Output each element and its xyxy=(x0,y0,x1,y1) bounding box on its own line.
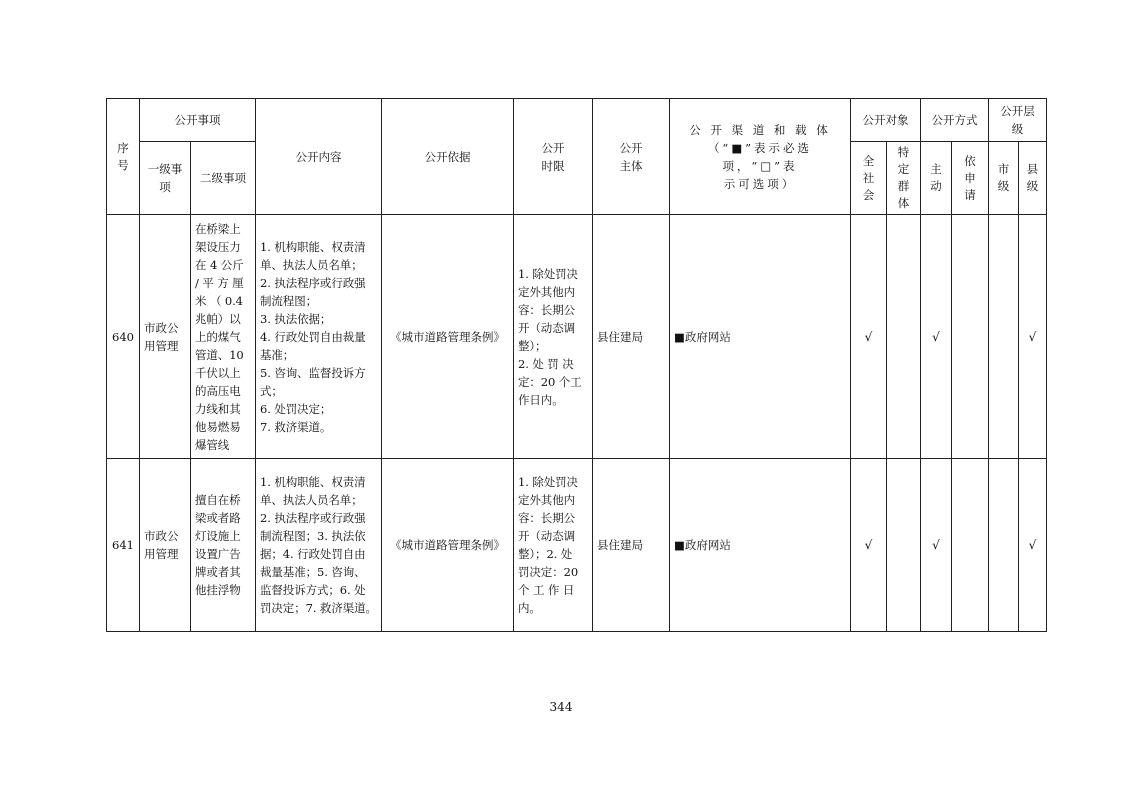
row-channel: ■政府网站 xyxy=(670,215,851,459)
header-level1: 一级事 项 xyxy=(140,142,191,215)
header-subject: 公开 主体 xyxy=(593,99,670,215)
page-number: 344 xyxy=(549,700,573,714)
row-level2: 在桥梁上 架设压力 在 4 公斤 / 平 方 厘 米 （ 0.4 兆帕）以 上的煤气 管道、10 千伏以上 的高压电 力线和其 他易燃易 爆管线 xyxy=(191,215,256,459)
row-level-county: √ xyxy=(1019,215,1047,459)
row-basis: 《城市道路管理条例》 xyxy=(382,459,514,632)
row-audience-all: √ xyxy=(851,459,887,632)
header-row-1 xyxy=(107,99,1047,142)
header-method-active: 主 动 xyxy=(921,142,952,215)
row-audience-specific xyxy=(887,215,921,459)
row-method-request xyxy=(952,459,989,632)
row-audience-all: √ xyxy=(851,215,887,459)
row-level-county: √ xyxy=(1019,459,1047,632)
row-audience-specific xyxy=(887,459,921,632)
table-row xyxy=(107,215,1047,459)
row-time-limit: 1. 除处罚决 定外其他内 容：长期公 开（动态调 整）；2. 处 罚决定：20 个 工 作 日 内。 xyxy=(514,459,593,632)
row-content: 1. 机构职能、权责清 单、执法人员名单； 2. 执法程序或行政强 制流程图；3. 执法依 据；4. 行政处罚自由 裁量基准；5. 咨询、 监督投诉方式；6. 处 罚决定；7. 救济渠道。 xyxy=(256,459,382,632)
row-content: 1. 机构职能、权责清 单、执法人员名单； 2. 执法程序或行政强 制流程图； 3. 执法依据； 4. 行政处罚自由裁量 基准； 5. 咨询、监督投诉方 式； 6. 处罚决定； 7. 救济渠道。 xyxy=(256,215,382,459)
row-level1: 市政公 用管理 xyxy=(140,215,191,459)
header-basis: 公开依据 xyxy=(382,99,514,215)
header-audience-all: 全 社 会 xyxy=(851,142,887,215)
row-level-city xyxy=(989,459,1019,632)
row-time-limit: 1. 除处罚决 定外其他内 容：长期公 开（动态调 整）； 2. 处 罚 决 定：20 个工 作日内。 xyxy=(514,215,593,459)
header-level-county: 县 级 xyxy=(1019,142,1047,215)
table-row xyxy=(107,459,1047,632)
disclosure-table xyxy=(106,98,1047,632)
header-channel: 公 开 渠 道 和 载 体 （“■”表示必选项，“□”表 示可选项） xyxy=(670,99,851,215)
header-content: 公开内容 xyxy=(256,99,382,215)
header-level-city: 市 级 xyxy=(989,142,1019,215)
row-method-active: √ xyxy=(921,459,952,632)
row-method-request xyxy=(952,215,989,459)
row-method-active: √ xyxy=(921,215,952,459)
row-basis: 《城市道路管理条例》 xyxy=(382,215,514,459)
row-channel: ■政府网站 xyxy=(670,459,851,632)
row-subject: 县住建局 xyxy=(593,215,670,459)
row-level-city xyxy=(989,215,1019,459)
header-audience: 公开对象 xyxy=(851,99,921,142)
row-subject: 县住建局 xyxy=(593,459,670,632)
header-seq: 序 号 xyxy=(107,99,140,215)
row-seq: 641 xyxy=(107,459,140,632)
header-level2: 二级事项 xyxy=(191,142,256,215)
row-level1: 市政公 用管理 xyxy=(140,459,191,632)
row-level2: 擅自在桥 梁或者路 灯设施上 设置广告 牌或者其 他挂浮物 xyxy=(191,459,256,632)
header-time-limit: 公开 时限 xyxy=(514,99,593,215)
header-method-request: 依 申 请 xyxy=(952,142,989,215)
header-audience-specific: 特 定 群 体 xyxy=(887,142,921,215)
header-method: 公开方式 xyxy=(921,99,989,142)
row-seq: 640 xyxy=(107,215,140,459)
header-matter: 公开事项 xyxy=(140,99,256,142)
header-level: 公开层 级 xyxy=(989,99,1047,142)
